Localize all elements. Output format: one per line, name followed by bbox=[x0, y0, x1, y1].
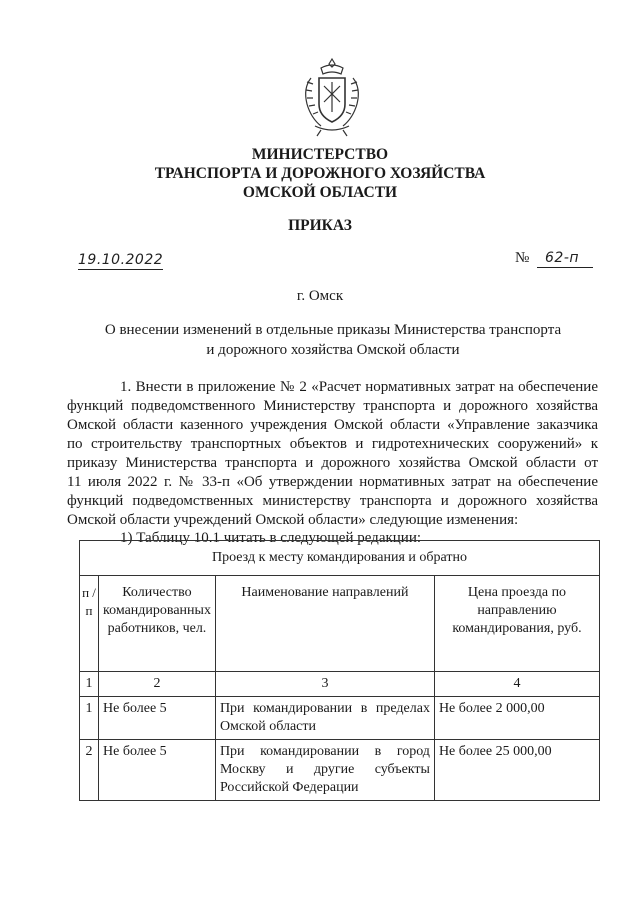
table-caption-row bbox=[80, 541, 600, 576]
date-field bbox=[78, 251, 163, 270]
body-line-3: Омской области казенного учреждения Омской области «Управление заказчика bbox=[67, 417, 598, 433]
document-title bbox=[80, 320, 586, 360]
row-2-index: 2 bbox=[80, 740, 99, 801]
row-2-direction: При командировании в город Москву и другие субъекты Российской Федерации bbox=[215, 740, 434, 801]
col-number-2: 2 bbox=[99, 672, 216, 697]
table-header-row bbox=[80, 576, 600, 672]
body-line-6: 11 июля 2022 г. № 33-п «Об утверждении нормативных затрат на обеспечение bbox=[67, 474, 598, 490]
body-line-1: 1. Внести в приложение № 2 «Расчет нормативных затрат на обеспечение bbox=[120, 379, 598, 395]
ministry-name-line-1: МИНИСТЕРСТВО bbox=[251, 146, 389, 163]
body-line-5: приказу Министерства транспорта и дорожного хозяйства Омской области от bbox=[67, 455, 598, 471]
body-line-7: функций подведомственных министерству транспорта и дорожного хозяйства bbox=[67, 493, 598, 509]
header-direction: Наименование направлений bbox=[215, 576, 434, 672]
title-line-1: О внесении изменений в отдельные приказы Министерства транспорта bbox=[104, 322, 562, 338]
ministry-name-line-3: ОМСКОЙ ОБЛАСТИ bbox=[242, 184, 398, 201]
header-index: п / п bbox=[80, 576, 99, 672]
row-2-count: Не более 5 bbox=[99, 740, 216, 801]
table-row bbox=[80, 697, 600, 740]
handwritten-date: 19.10.2022 bbox=[78, 252, 164, 268]
body-line-4: по строительству транспортных объектов и гидротехнических сооружений» к bbox=[67, 436, 598, 452]
table-caption: Проезд к месту командирования и обратно bbox=[80, 541, 600, 576]
number-field bbox=[537, 249, 593, 268]
number-label: № bbox=[515, 250, 530, 266]
col-number-3: 3 bbox=[215, 672, 434, 697]
row-1-count: Не более 5 bbox=[99, 697, 216, 740]
row-1-price: Не более 2 000,00 bbox=[434, 697, 599, 740]
col-number-4: 4 bbox=[434, 672, 599, 697]
header-count: Количество командированных работников, чел. bbox=[99, 576, 216, 672]
ministry-name-line-2: ТРАНСПОРТА И ДОРОЖНОГО ХОЗЯЙСТВА bbox=[154, 165, 486, 182]
table-row bbox=[80, 740, 600, 801]
table-column-numbers-row bbox=[80, 672, 600, 697]
body-line-2: функций подведомственного Министерству транспорта и дорожного хозяйства bbox=[67, 398, 598, 414]
row-1-index: 1 bbox=[80, 697, 99, 740]
coat-of-arms-emblem bbox=[301, 56, 363, 138]
row-2-price: Не более 25 000,00 bbox=[434, 740, 599, 801]
city: г. Омск bbox=[296, 288, 344, 304]
handwritten-number: 62-п bbox=[545, 250, 580, 266]
body-line-8: Омской области учреждений Омской области» следующие изменения: bbox=[67, 512, 519, 528]
title-line-2: и дорожного хозяйства Омской области bbox=[206, 342, 460, 358]
row-1-direction: При командировании в пределах Омской области bbox=[215, 697, 434, 740]
header-price: Цена проезда по направлению командирования, руб. bbox=[434, 576, 599, 672]
document-type: ПРИКАЗ bbox=[288, 217, 352, 234]
travel-cost-table bbox=[79, 540, 600, 801]
col-number-1: 1 bbox=[80, 672, 99, 697]
body-line-9: 1) Таблицу 10.1 читать в следующей редакции: bbox=[120, 530, 422, 546]
